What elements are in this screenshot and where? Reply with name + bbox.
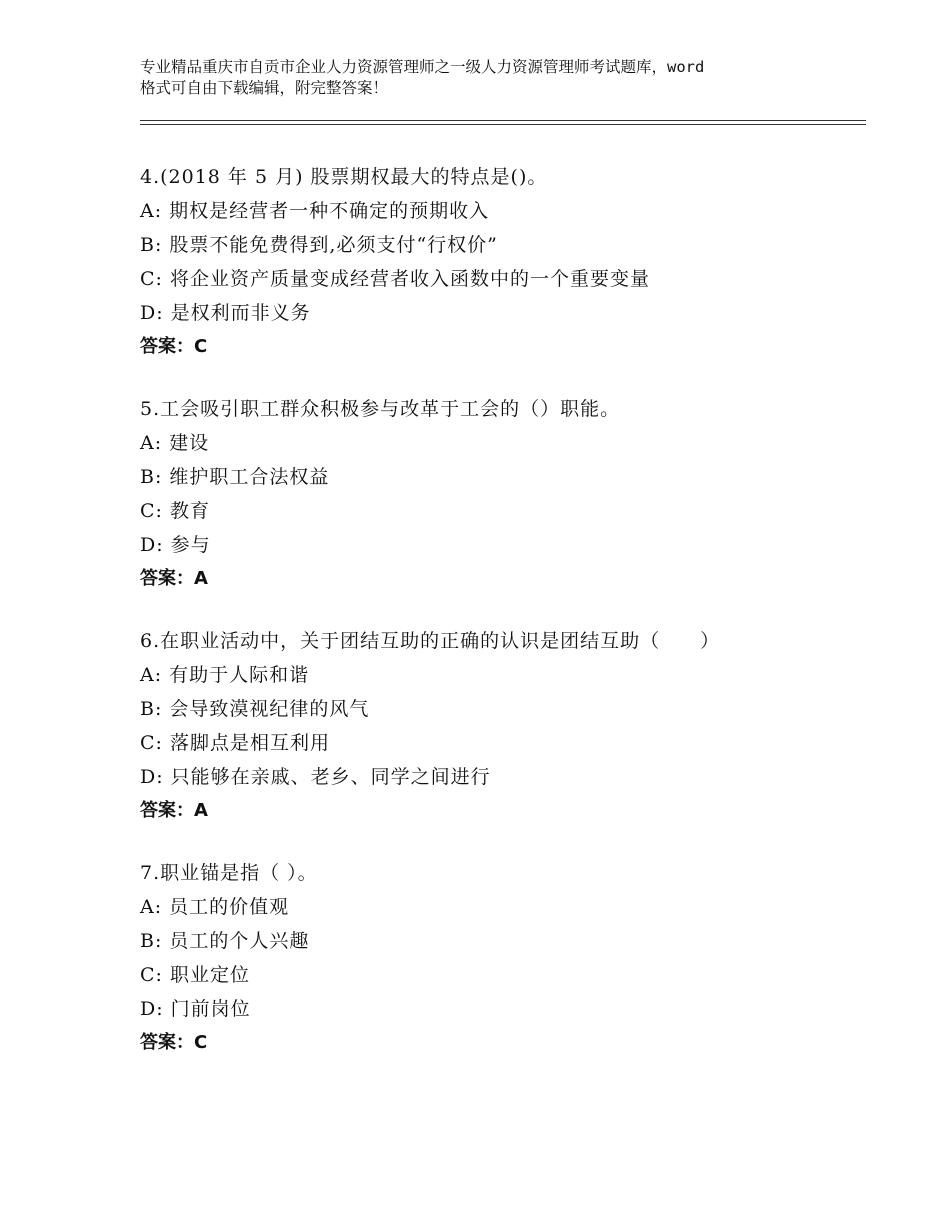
option-b: B: 员工的个人兴趣 [140,930,310,952]
option-d: D: 是权利而非义务 [140,302,311,324]
question-5 [140,392,866,596]
option-d: D: 门前岗位 [140,998,251,1020]
question-list [140,160,866,1088]
question-7 [140,856,866,1060]
option-c: C: 职业定位 [140,964,250,986]
header-line-2: 格式可自由下载编辑，附完整答案！ [140,79,389,97]
answer-label: 答案：A [140,800,208,821]
document-header [140,57,840,99]
question-stem: 5.工会吸引职工群众积极参与改革于工会的（）职能。 [140,398,621,420]
option-a: A: 建设 [140,432,210,454]
answer-label: 答案：A [140,568,208,589]
header-line-1: 专业精品重庆市自贡市企业人力资源管理师之一级人力资源管理师考试题库，word [140,58,705,76]
option-a: A: 有助于人际和谐 [140,664,310,686]
question-stem: 6.在职业活动中，关于团结互助的正确的认识是团结互助（ ） [140,630,721,652]
option-b: B: 会导致漠视纪律的风气 [140,698,370,720]
option-a: A: 员工的价值观 [140,896,290,918]
question-4 [140,160,866,364]
question-stem: 4.(2018 年 5 月) 股票期权最大的特点是()。 [140,166,548,188]
option-c: C: 教育 [140,500,210,522]
option-a: A: 期权是经营者一种不确定的预期收入 [140,200,490,222]
header-divider-top [140,120,866,121]
answer-label: 答案：C [140,1032,208,1053]
question-stem: 7.职业锚是指（ ）。 [140,862,318,884]
option-b: B: 股票不能免费得到,必须支付“行权价” [140,234,498,256]
option-d: D: 只能够在亲戚、老乡、同学之间进行 [140,766,491,788]
option-b: B: 维护职工合法权益 [140,466,330,488]
question-6 [140,624,866,828]
option-c: C: 落脚点是相互利用 [140,732,330,754]
header-divider-bottom [140,124,866,125]
option-d: D: 参与 [140,534,211,556]
answer-label: 答案：C [140,336,208,357]
option-c: C: 将企业资产质量变成经营者收入函数中的一个重要变量 [140,268,650,290]
